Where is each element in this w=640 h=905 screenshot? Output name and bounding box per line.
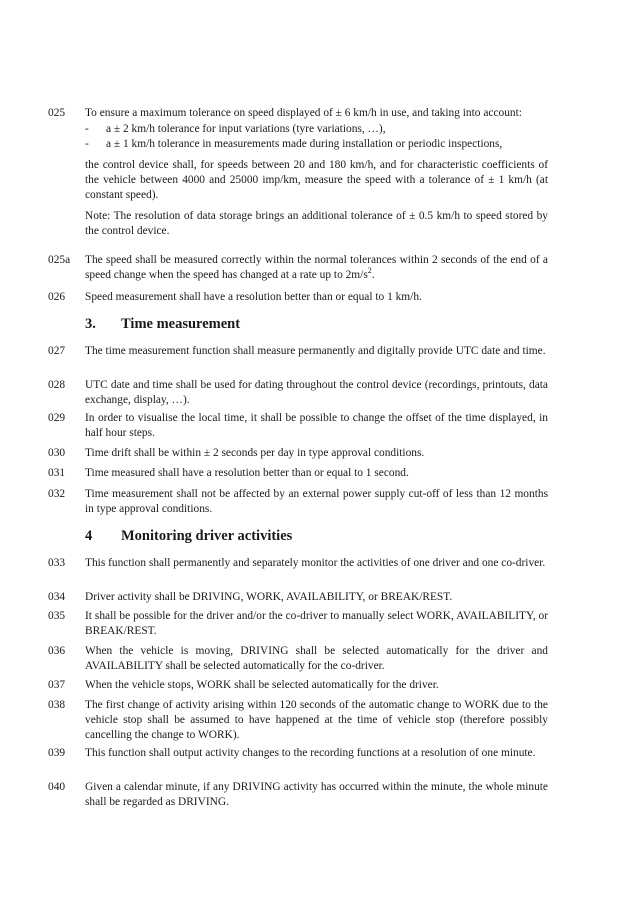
paragraph-number: 037 — [48, 679, 66, 691]
section-title: Time measurement — [121, 316, 241, 332]
paragraph-text: Speed measurement shall have a resolution better than or equal to 1 km/h. — [85, 291, 422, 303]
bullet-dash: - — [85, 123, 89, 135]
paragraph-text: When the vehicle stops, WORK shall be selected automatically for the driver. — [85, 679, 439, 691]
paragraph-number: 032 — [48, 488, 66, 500]
paragraph-text-end: . — [371, 269, 375, 281]
paragraph-text: Time measured shall have a resolution better than or equal to 1 second. — [85, 467, 409, 479]
paragraph-number: 036 — [48, 645, 66, 657]
paragraph-number: 026 — [48, 291, 66, 303]
paragraph-text: Time drift shall be within ± 2 seconds per day in type approval conditions. — [85, 447, 425, 459]
paragraph-number: 031 — [48, 467, 66, 479]
superscript: 2 — [367, 266, 372, 276]
bullet-text: a ± 1 km/h tolerance in measurements made during installation or periodic inspections, — [106, 138, 503, 150]
paragraph-number: 035 — [48, 610, 66, 622]
paragraph-text: When the vehicle is moving, DRIVING shall be selected automatically for the driver and AVAILABILITY shall be selected automatically for the co-driver. — [85, 645, 548, 672]
paragraph-number: 030 — [48, 447, 66, 459]
paragraph-number: 039 — [48, 747, 66, 759]
list-item — [85, 122, 548, 137]
list-item — [85, 137, 548, 152]
paragraph-number: 033 — [48, 557, 66, 569]
paragraph-number: 040 — [48, 781, 66, 793]
paragraph-text: Driver activity shall be DRIVING, WORK, AVAILABILITY, or BREAK/REST. — [85, 591, 453, 603]
paragraph-number: 029 — [48, 412, 66, 424]
paragraph-text: This function shall output activity changes to the recording functions at a resolution of one minute. — [85, 747, 536, 759]
section-number: 3. — [85, 316, 96, 332]
paragraph-number: 025a — [48, 254, 71, 266]
paragraph-number: 038 — [48, 699, 66, 711]
paragraph-number: 028 — [48, 379, 66, 391]
paragraph-text: In order to visualise the local time, it shall be possible to change the offset of the time displayed, in half hour steps. — [85, 412, 548, 439]
paragraph-intro: To ensure a maximum tolerance on speed displayed of ± 6 km/h in use, and taking into account: — [85, 107, 522, 119]
paragraph-text: The time measurement function shall measure permanently and digitally provide UTC date and time. — [85, 345, 546, 357]
section-title: Monitoring driver activities — [121, 528, 293, 544]
section-number: 4 — [85, 528, 93, 544]
paragraph-text: Given a calendar minute, if any DRIVING activity has occurred within the minute, the whole minute shall be regarded as DRIVING. — [85, 781, 548, 808]
section-heading-3 — [85, 316, 240, 333]
paragraph-text: It shall be possible for the driver and/or the co-driver to manually select WORK, AVAILABILITY, or BREAK/REST. — [85, 610, 548, 637]
paragraph-text — [85, 253, 548, 283]
paragraph-number: 034 — [48, 591, 66, 603]
paragraph-number: 025 — [48, 107, 66, 119]
paragraph-number: 027 — [48, 345, 66, 357]
paragraph-text: This function shall permanently and separately monitor the activities of one driver and one co-driver. — [85, 557, 546, 569]
paragraph-text-main: The speed shall be measured correctly within the normal tolerances within 2 seconds of the end of a speed change when the speed has changed at a rate up to 2m/s — [85, 254, 548, 281]
bullet-text: a ± 2 km/h tolerance for input variations (tyre variations, …), — [106, 123, 386, 135]
section-heading-4 — [85, 528, 292, 545]
paragraph-main: the control device shall, for speeds between 20 and 180 km/h, and for characteristic coefficients of the vehicle between 4000 and 25000 imp/km, measure the speed with a tolerance of ± 1 km/h (at constant speed). — [85, 159, 548, 201]
bullet-dash: - — [85, 138, 89, 150]
paragraph-text: The first change of activity arising within 120 seconds of the automatic change to WORK due to the vehicle stop shall be assumed to have happened at the time of vehicle stop (therefore possibly cancelling the change to WORK). — [85, 699, 548, 741]
paragraph-text: UTC date and time shall be used for dating throughout the control device (recordings, printouts, data exchange, display, …). — [85, 379, 548, 406]
paragraph-text: Time measurement shall not be affected by an external power supply cut-off of less than 12 months in type approval conditions. — [85, 488, 548, 515]
paragraph-note: Note: The resolution of data storage brings an additional tolerance of ± 0.5 km/h to speed stored by the control device. — [85, 210, 548, 237]
